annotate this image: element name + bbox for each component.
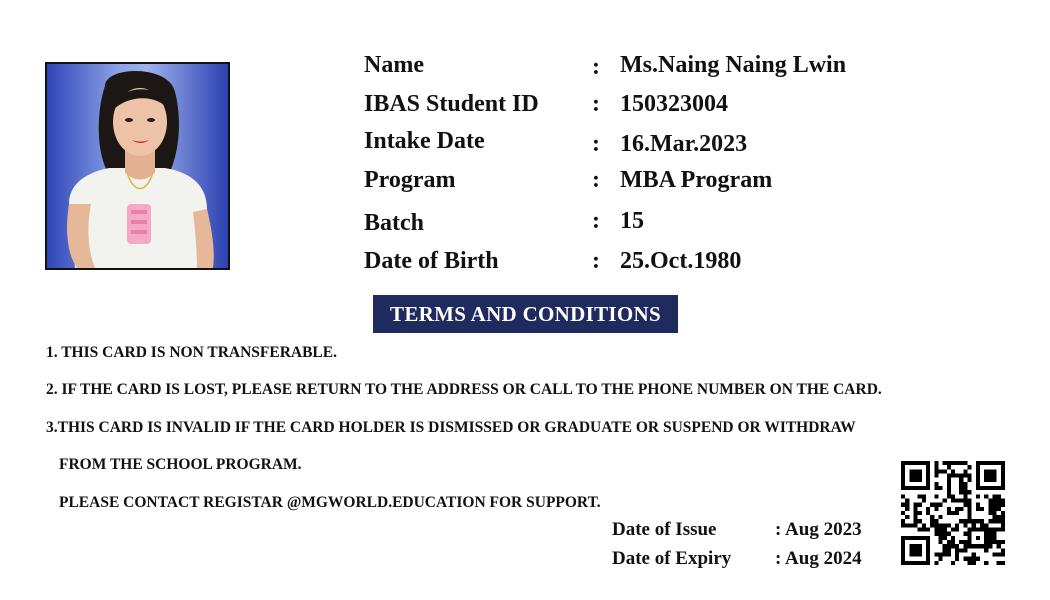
term-line-2: 2. IF THE CARD IS LOST, PLEASE RETURN TO THE ADDRESS OR CALL TO THE PHONE NUMBER ON THE CARD. [46,381,882,398]
intake-date-label: Intake Date [364,128,485,154]
student-photo [45,62,230,270]
name-colon: : [592,54,600,80]
qr-code-icon [901,461,1005,565]
dob-colon: : [592,248,600,274]
name-label: Name [364,52,424,78]
term-line-4: FROM THE SCHOOL PROGRAM. [59,456,302,473]
program-colon: : [592,167,600,193]
student-id-label: IBAS Student ID [364,91,539,117]
student-id-value: 150323004 [620,91,728,117]
intake-date-colon: : [592,131,600,157]
batch-label: Batch [364,210,424,236]
name-value: Ms.Naing Naing Lwin [620,52,847,78]
term-line-1: 1. THIS CARD IS NON TRANSFERABLE. [46,344,337,361]
dob-value: 25.Oct.1980 [620,248,742,274]
program-value: MBA Program [620,167,773,193]
term-line-3: 3.THIS CARD IS INVALID IF THE CARD HOLDER IS DISMISSED OR GRADUATE OR SUSPEND OR WITHDRAW [46,419,856,436]
program-label: Program [364,167,456,193]
issue-date-label: Date of Issue [612,519,717,540]
student-id-colon: : [592,91,600,117]
intake-date-value: 16.Mar.2023 [620,131,748,157]
expiry-date-label: Date of Expiry [612,548,732,569]
expiry-date-value: : Aug 2024 [775,548,862,569]
dob-label: Date of Birth [364,248,499,274]
terms-heading: TERMS AND CONDITIONS [373,295,678,333]
support-contact-line: PLEASE CONTACT REGISTAR @MGWORLD.EDUCATION FOR SUPPORT. [59,494,601,511]
batch-value: 15 [620,208,644,234]
issue-date-value: : Aug 2023 [775,519,862,540]
batch-colon: : [592,208,600,234]
student-portrait [47,64,228,268]
